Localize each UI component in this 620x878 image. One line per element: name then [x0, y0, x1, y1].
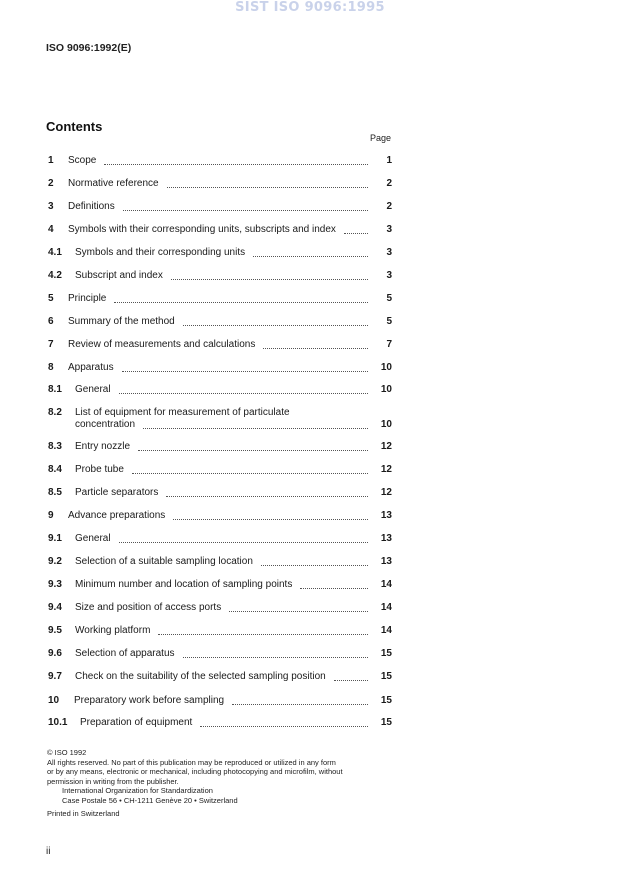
- toc-entry-number: 9.5: [48, 625, 62, 636]
- toc-entry-title: Size and position of access ports: [75, 602, 222, 613]
- toc-entry-line: [80, 717, 374, 729]
- toc-entry-title: concentration: [75, 419, 136, 430]
- toc-entry-number: 4: [48, 224, 54, 235]
- toc-leader-dots: [334, 679, 368, 681]
- toc-entry-line: [75, 648, 374, 660]
- toc-entry-page: 13: [380, 556, 392, 567]
- toc-entry-number: 7: [48, 339, 54, 350]
- toc-entry-title: Symbols with their corresponding units, subscripts and index: [68, 224, 336, 235]
- toc-entry-number: 9.6: [48, 648, 62, 659]
- toc-entry-number: 8.3: [48, 441, 62, 452]
- toc-entry-number: 4.2: [48, 270, 62, 281]
- toc-leader-dots: [229, 610, 368, 612]
- toc-entry-title: General: [75, 384, 111, 395]
- toc-leader-dots: [232, 703, 368, 705]
- toc-leader-dots: [158, 633, 368, 635]
- toc-entry-number: 10.1: [48, 717, 68, 728]
- toc-leader-dots: [138, 449, 368, 451]
- toc-entry-number: 9.7: [48, 671, 62, 682]
- toc-entry-line: [75, 602, 374, 614]
- toc-entry-line: [75, 384, 374, 396]
- toc-entry-title: Particle separators: [75, 487, 159, 498]
- toc-entry-page: 14: [380, 579, 392, 590]
- toc-entry-page: 13: [380, 510, 392, 521]
- toc-leader-dots: [200, 725, 368, 727]
- page-column-label: Page: [370, 133, 392, 143]
- toc-entry-title: Working platform: [75, 625, 151, 636]
- toc-leader-dots: [119, 392, 368, 394]
- toc-entry-line: [75, 270, 374, 282]
- toc-entry-page: 13: [380, 533, 392, 544]
- toc-entry-number: 8.5: [48, 487, 62, 498]
- toc-leader-dots: [132, 472, 368, 474]
- toc-entry-page: 2: [386, 201, 392, 212]
- toc-leader-dots: [104, 163, 368, 165]
- toc-leader-dots: [171, 278, 368, 280]
- copyright-notice: [47, 748, 397, 818]
- toc-entry-title: Apparatus: [68, 362, 114, 373]
- toc-entry-title: Check on the suitability of the selected sampling position: [75, 671, 326, 682]
- toc-entry-number: 9.1: [48, 533, 62, 544]
- toc-entry-number: 1: [48, 155, 54, 166]
- toc-entry-page: 12: [380, 487, 392, 498]
- toc-leader-dots: [166, 495, 368, 497]
- toc-entry-line: [75, 625, 374, 637]
- toc-entry-page: 15: [380, 695, 392, 706]
- toc-entry-number: 8.1: [48, 384, 62, 395]
- toc-entry-number: 8.2: [48, 407, 62, 418]
- toc-entry-line: [75, 464, 374, 476]
- toc-entry-title: Review of measurements and calculations: [68, 339, 256, 350]
- toc-leader-dots: [253, 255, 368, 257]
- toc-entry-title: Principle: [68, 293, 107, 304]
- toc-entry-line: [75, 671, 374, 683]
- toc-entry-number: 9.3: [48, 579, 62, 590]
- toc-entry-title: Summary of the method: [68, 316, 175, 327]
- toc-leader-dots: [123, 209, 368, 211]
- toc-entry-line: [75, 247, 374, 259]
- copyright-line: © ISO 1992: [47, 748, 87, 757]
- toc-entry-page: 3: [386, 224, 392, 235]
- toc-entry-title: Definitions: [68, 201, 115, 212]
- toc-entry-number: 6: [48, 316, 54, 327]
- page-number: ii: [46, 846, 51, 857]
- toc-leader-dots: [143, 427, 368, 429]
- toc-entry-page: 3: [386, 247, 392, 258]
- toc-leader-dots: [183, 656, 368, 658]
- toc-leader-dots: [119, 541, 368, 543]
- watermark: SIST ISO 9096:1995: [235, 0, 385, 15]
- toc-entry-title: General: [75, 533, 111, 544]
- toc-entry-page: 10: [380, 419, 392, 430]
- toc-entry-title: Symbols and their corresponding units: [75, 247, 246, 258]
- toc-entry-line: [68, 510, 374, 522]
- toc-leader-dots: [344, 232, 368, 234]
- contents-heading: Contents: [46, 119, 103, 134]
- toc-entry-line: [68, 316, 374, 328]
- toc-entry-number: 2: [48, 178, 54, 189]
- toc-entry-line: [68, 224, 374, 236]
- toc-leader-dots: [173, 518, 368, 520]
- toc-entry-page: 15: [380, 671, 392, 682]
- toc-leader-dots: [167, 186, 368, 188]
- toc-entry-number: 9.2: [48, 556, 62, 567]
- toc-entry-page: 3: [386, 270, 392, 281]
- organization-name: International Organization for Standardization: [62, 786, 213, 796]
- toc-entry-title: Advance preparations: [68, 510, 166, 521]
- toc-entry-line: [68, 339, 374, 351]
- toc-entry-number: 10: [48, 695, 60, 706]
- toc-leader-dots: [122, 370, 368, 372]
- toc-entry-page: 5: [386, 293, 392, 304]
- toc-entry-number: 4.1: [48, 247, 62, 258]
- printed-in: Printed in Switzerland: [47, 808, 120, 818]
- toc-entry-page: 2: [386, 178, 392, 189]
- toc-entry-page: 5: [386, 316, 392, 327]
- toc-entry-line: [75, 407, 374, 419]
- toc-entry-line: [68, 178, 374, 190]
- toc-entry-title: Preparation of equipment: [80, 717, 193, 728]
- toc-entry-page: 7: [386, 339, 392, 350]
- toc-entry-line: [68, 362, 374, 374]
- rights-line-2: or by any means, electronic or mechanical, including photocopying and microfilm, without: [47, 767, 343, 777]
- toc-entry-title: Normative reference: [68, 178, 159, 189]
- toc-entry-number: 9.4: [48, 602, 62, 613]
- toc-entry-line: [75, 579, 374, 591]
- toc-entry-title: Selection of a suitable sampling location: [75, 556, 253, 567]
- toc-entry-title: Probe tube: [75, 464, 124, 475]
- toc-entry-line: [75, 441, 374, 453]
- rights-line-3: permission in writing from the publisher.: [47, 776, 179, 786]
- toc-entry-title: Preparatory work before sampling: [74, 695, 225, 706]
- toc-entry-line: [68, 201, 374, 213]
- toc-entry-line: [75, 556, 374, 568]
- toc-entry-line: [75, 419, 374, 431]
- toc-leader-dots: [263, 347, 368, 349]
- toc-entry-number: 9: [48, 510, 54, 521]
- toc-entry-line: [68, 293, 374, 305]
- toc-entry-line: [75, 487, 374, 499]
- toc-entry-title: Minimum number and location of sampling points: [75, 579, 293, 590]
- toc-entry-page: 12: [380, 464, 392, 475]
- toc-entry-number: 3: [48, 201, 54, 212]
- toc-entry-title: Subscript and index: [75, 270, 163, 281]
- toc-entry-page: 15: [380, 717, 392, 728]
- toc-entry-page: 14: [380, 602, 392, 613]
- toc-entry-title: Entry nozzle: [75, 441, 131, 452]
- toc-entry-line: [75, 533, 374, 545]
- toc-leader-dots: [114, 301, 368, 303]
- toc-entry-number: 8.4: [48, 464, 62, 475]
- toc-entry-line: [74, 695, 374, 707]
- toc-entry-page: 10: [380, 384, 392, 395]
- toc-entry-page: 10: [380, 362, 392, 373]
- toc-leader-dots: [300, 587, 368, 589]
- toc-leader-dots: [261, 564, 368, 566]
- organization-address: Case Postale 56 • CH-1211 Genève 20 • Switzerland: [62, 795, 238, 805]
- toc-entry-title: Scope: [68, 155, 97, 166]
- toc-entry-number: 8: [48, 362, 54, 373]
- document-id: ISO 9096:1992(E): [46, 42, 132, 54]
- toc-entry-title: Selection of apparatus: [75, 648, 175, 659]
- rights-line-1: All rights reserved. No part of this publication may be reproduced or utilized in any form: [47, 757, 336, 767]
- toc-entry-title: List of equipment for measurement of particulate: [75, 407, 290, 418]
- toc-entry-page: 14: [380, 625, 392, 636]
- toc-entry-page: 15: [380, 648, 392, 659]
- toc-entry-number: 5: [48, 293, 54, 304]
- toc-entry-page: 1: [386, 155, 392, 166]
- toc-entry-line: [68, 155, 374, 167]
- toc-entry-page: 12: [380, 441, 392, 452]
- toc-leader-dots: [183, 324, 368, 326]
